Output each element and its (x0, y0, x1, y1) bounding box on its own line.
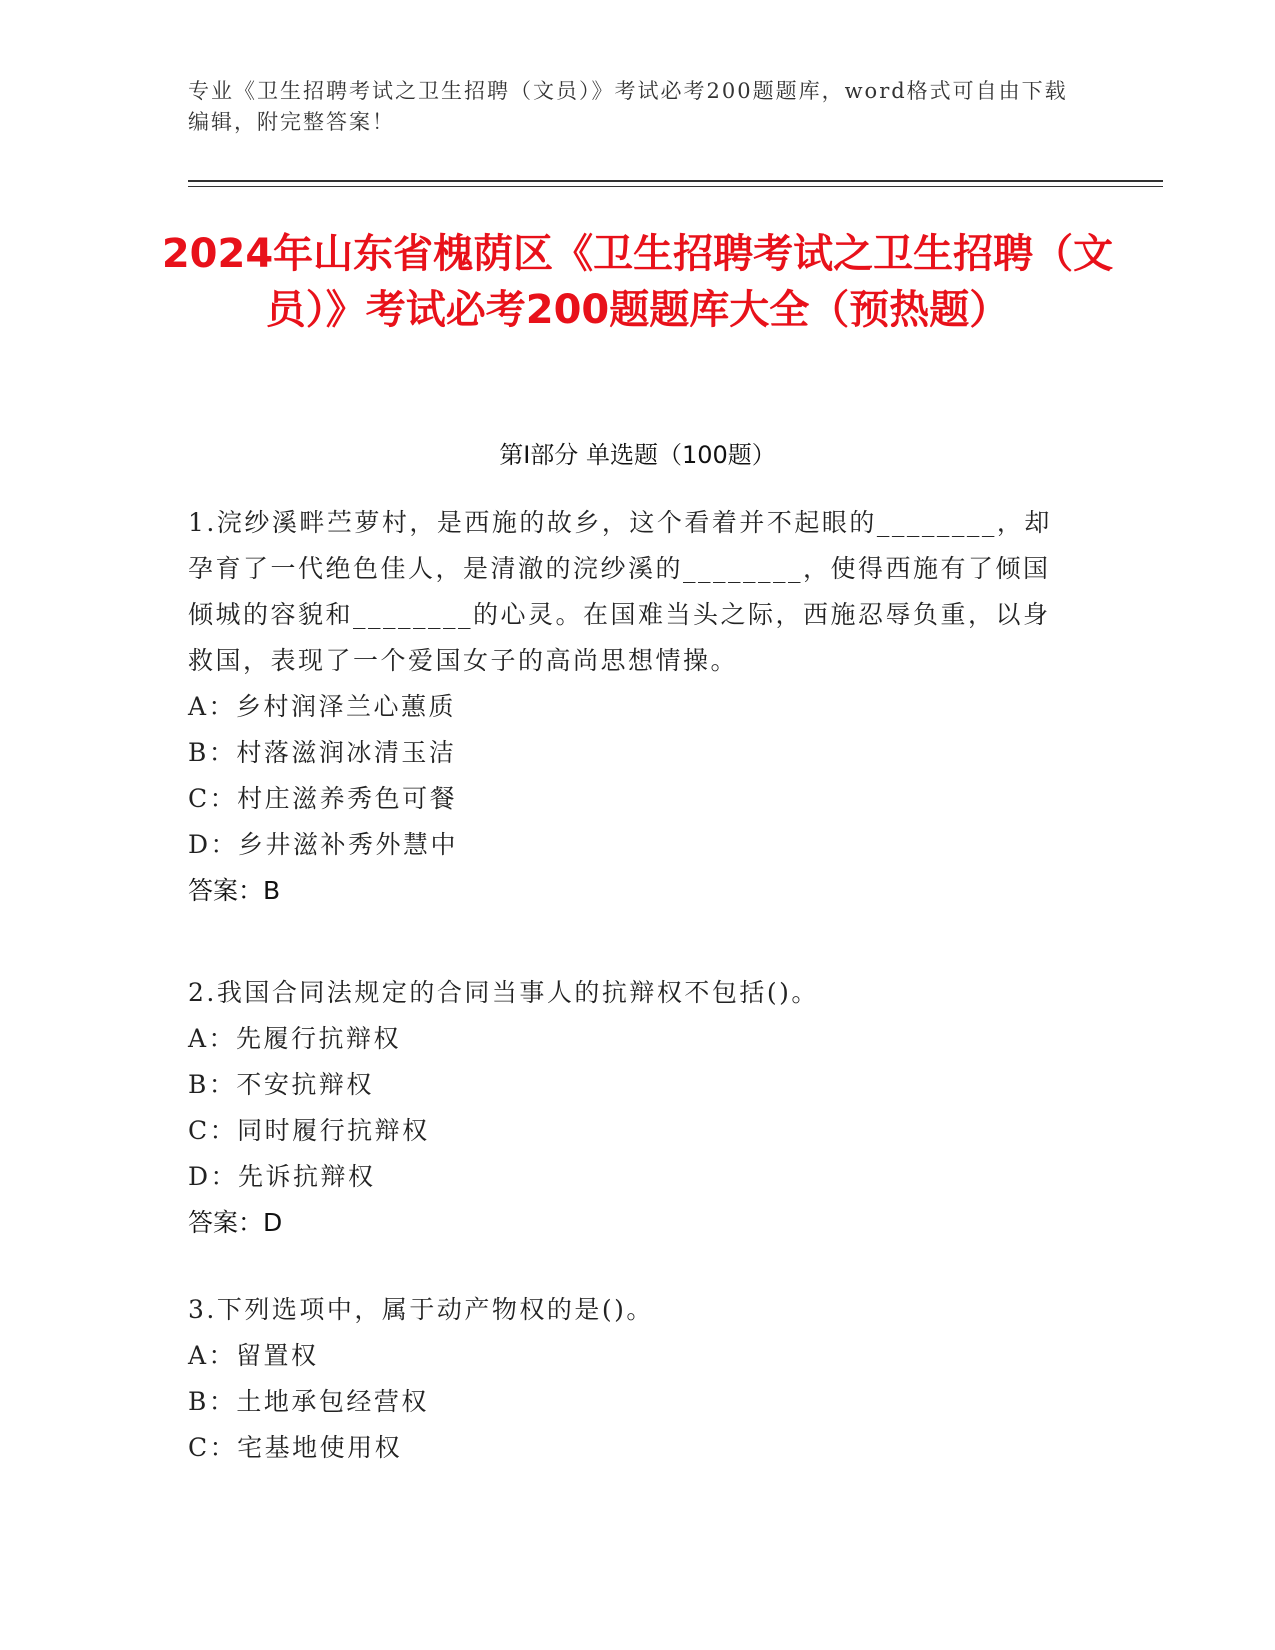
option-c: C：同时履行抗辩权 (188, 1116, 430, 1145)
option-a: A：留置权 (188, 1341, 319, 1370)
option-b: B：不安抗辩权 (188, 1070, 374, 1099)
question-block-2 (188, 970, 1068, 1246)
answer: 答案：D (188, 1208, 283, 1237)
question-text: 1.浣纱溪畔苎萝村，是西施的故乡，这个看着并不起眼的________，却孕育了一代绝色佳人，是清澈的浣纱溪的________，使得西施有了倾国倾城的容貌和________的心灵。在国难当头之际，西施忍辱负重，以身救国，表现了一个爱国女子的高尚思想情操。 (188, 508, 1052, 675)
option-d: D：乡井滋补秀外慧中 (188, 830, 459, 859)
header-note: 专业《卫生招聘考试之卫生招聘（文员）》考试必考200题题库，word格式可自由下载编辑，附完整答案！ (188, 79, 1068, 134)
option-a: A：乡村润泽兰心蕙质 (188, 692, 457, 721)
answer: 答案：B (188, 876, 281, 905)
option-c: C：宅基地使用权 (188, 1433, 403, 1462)
option-b: B：村落滋润冰清玉洁 (188, 738, 457, 767)
option-c: C：村庄滋养秀色可餐 (188, 784, 458, 813)
section-heading: 第Ⅰ部分 单选题（100题） (499, 441, 776, 469)
document-title: 2024年山东省槐荫区《卫生招聘考试之卫生招聘（文员）》考试必考200题题库大全（预热题） (161, 231, 1114, 333)
header-rule-thick (188, 180, 1163, 182)
option-a: A：先履行抗辩权 (188, 1024, 402, 1053)
option-b: B：土地承包经营权 (188, 1387, 429, 1416)
question-text: 3.下列选项中，属于动产物权的是()。 (188, 1295, 654, 1324)
header-rule-thin (188, 186, 1163, 187)
question-text: 2.我国合同法规定的合同当事人的抗辩权不包括()。 (188, 978, 819, 1007)
question-block-3 (188, 1287, 1068, 1471)
option-d: D：先诉抗辩权 (188, 1162, 376, 1191)
question-block-1 (188, 500, 1068, 914)
